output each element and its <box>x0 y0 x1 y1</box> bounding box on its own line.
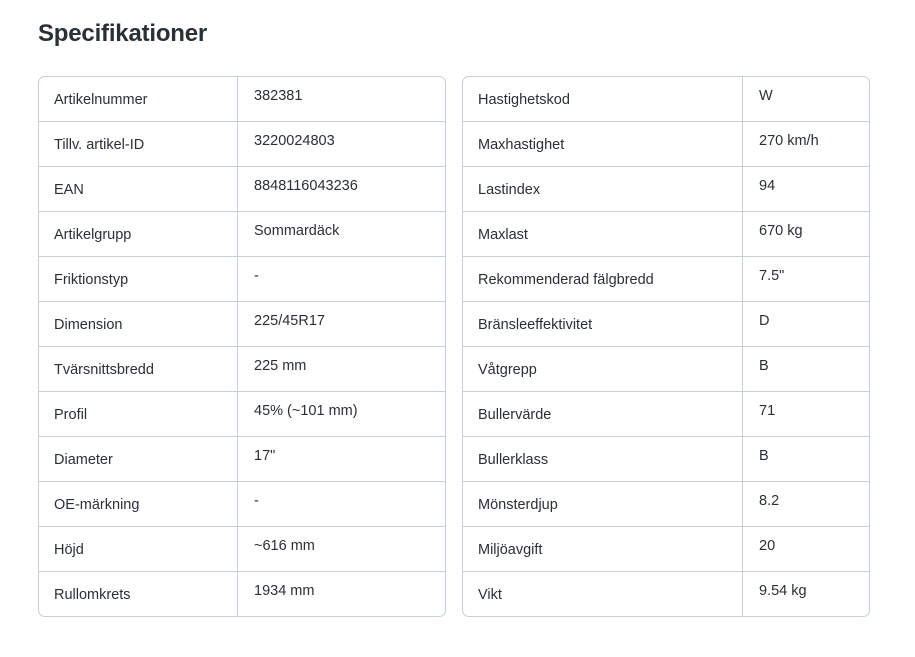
spec-value: W <box>759 88 773 104</box>
spec-value: 1934 mm <box>254 583 315 599</box>
spec-value: 17" <box>254 448 276 464</box>
spec-row <box>463 77 869 122</box>
spec-label: Diameter <box>39 437 238 481</box>
spec-label: Artikelgrupp <box>39 212 238 256</box>
spec-row <box>39 527 445 572</box>
spec-row <box>463 257 869 302</box>
spec-label: Artikelnummer <box>39 77 238 121</box>
spec-table-right <box>462 76 870 617</box>
spec-label: OE-märkning <box>39 482 238 526</box>
spec-value: 225 mm <box>254 358 307 374</box>
page-title: Specifikationer <box>38 20 208 47</box>
spec-row <box>39 167 445 212</box>
spec-value: 7.5" <box>759 268 785 284</box>
spec-table-left <box>38 76 446 617</box>
spec-label: Våtgrepp <box>463 347 743 391</box>
spec-row <box>463 347 869 392</box>
spec-label: Mönsterdjup <box>463 482 743 526</box>
spec-label: EAN <box>39 167 238 211</box>
spec-value: B <box>759 448 769 464</box>
spec-value: 225/45R17 <box>254 313 325 329</box>
spec-value: 3220024803 <box>254 133 335 149</box>
spec-row <box>39 77 445 122</box>
spec-label: Rullomkrets <box>39 572 238 616</box>
spec-value: 9.54 kg <box>759 583 807 599</box>
spec-value: 71 <box>759 403 776 419</box>
spec-row <box>39 347 445 392</box>
spec-row <box>463 392 869 437</box>
spec-row <box>39 482 445 527</box>
spec-row <box>39 212 445 257</box>
spec-label: Höjd <box>39 527 238 571</box>
spec-value: Sommardäck <box>254 223 340 239</box>
spec-value: - <box>254 268 259 284</box>
spec-label: Friktionstyp <box>39 257 238 301</box>
spec-label: Profil <box>39 392 238 436</box>
spec-row <box>39 572 445 616</box>
spec-value: 270 km/h <box>759 133 819 149</box>
spec-label: Bullervärde <box>463 392 743 436</box>
spec-row <box>463 302 869 347</box>
spec-row <box>463 212 869 257</box>
spec-row <box>463 572 869 616</box>
spec-value: 670 kg <box>759 223 803 239</box>
spec-value: 94 <box>759 178 776 194</box>
spec-label: Bullerklass <box>463 437 743 481</box>
spec-value: 8.2 <box>759 493 780 509</box>
spec-row <box>39 302 445 347</box>
spec-row <box>39 437 445 482</box>
spec-label: Maxhastighet <box>463 122 743 166</box>
spec-value: 382381 <box>254 88 303 104</box>
spec-label: Maxlast <box>463 212 743 256</box>
spec-row <box>39 122 445 167</box>
spec-row <box>463 167 869 212</box>
spec-value: ~616 mm <box>254 538 315 554</box>
spec-label: Lastindex <box>463 167 743 211</box>
spec-row <box>463 482 869 527</box>
spec-row <box>463 122 869 167</box>
spec-label: Tillv. artikel-ID <box>39 122 238 166</box>
spec-label: Tvärsnittsbredd <box>39 347 238 391</box>
spec-value: - <box>254 493 259 509</box>
spec-label: Hastighetskod <box>463 77 743 121</box>
spec-value: D <box>759 313 770 329</box>
spec-label: Miljöavgift <box>463 527 743 571</box>
spec-value: B <box>759 358 769 374</box>
spec-row <box>463 527 869 572</box>
spec-label: Vikt <box>463 572 743 616</box>
spec-row <box>39 392 445 437</box>
spec-row <box>39 257 445 302</box>
spec-label: Dimension <box>39 302 238 346</box>
spec-value: 8848116043236 <box>254 178 358 194</box>
spec-value: 20 <box>759 538 776 554</box>
spec-row <box>463 437 869 482</box>
spec-value: 45% (~101 mm) <box>254 403 358 419</box>
spec-label: Bränsleeffektivitet <box>463 302 743 346</box>
spec-label: Rekommenderad fälgbredd <box>463 257 743 301</box>
